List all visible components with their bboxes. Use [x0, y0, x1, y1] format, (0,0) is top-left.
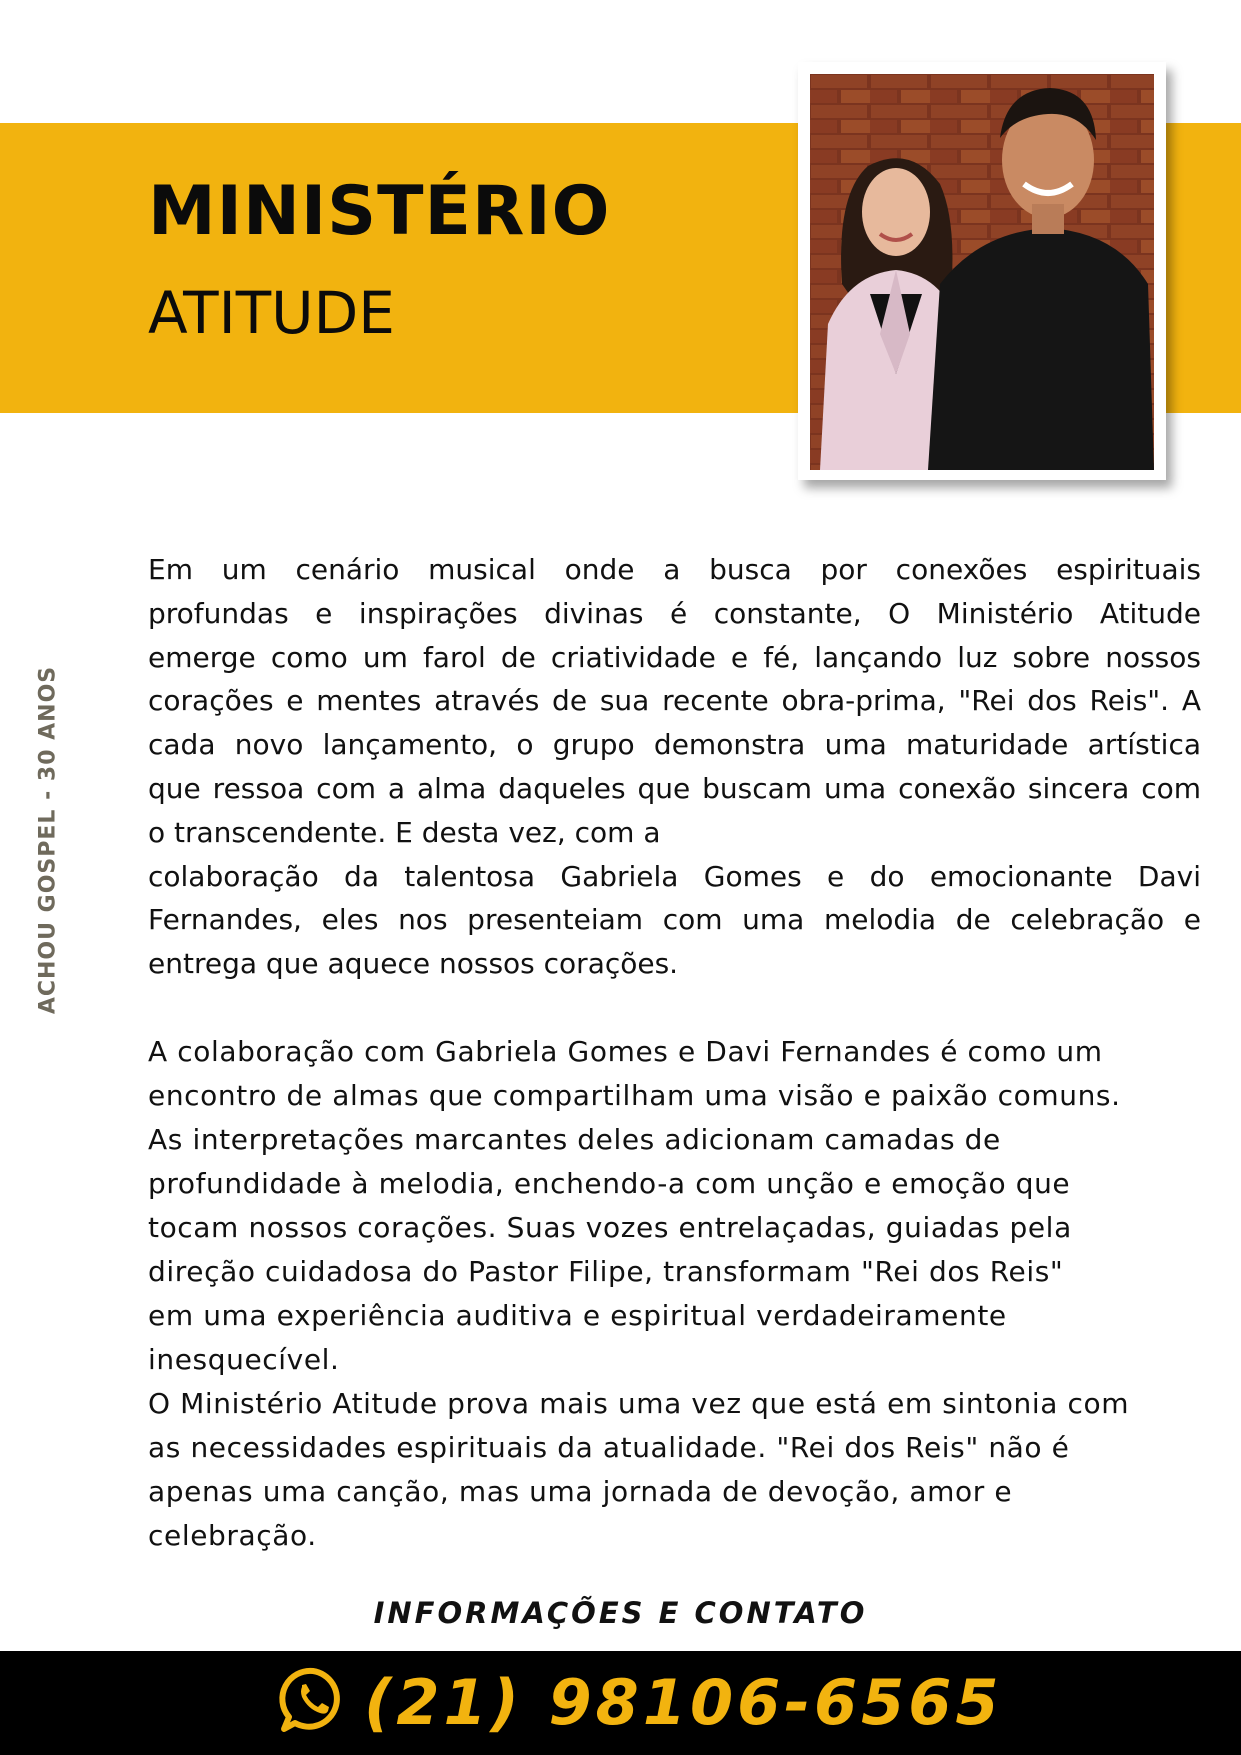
- paragraph-line: entrega que aquece nossos corações.: [148, 947, 679, 981]
- paragraph-line: direção cuidadosa do Pastor Filipe, transformam "Rei dos Reis": [148, 1255, 1064, 1288]
- paragraph-line: colaboração da talentosa Gabriela Gomes e do emocionante Davi: [148, 859, 1201, 893]
- page-title: MINISTÉRIO: [148, 172, 611, 251]
- paragraph-line: apenas uma canção, mas uma jornada de devoção, amor e: [148, 1475, 1013, 1508]
- paragraph-line: corações e mentes através de sua recente obra-prima, "Rei dos Reis". A: [148, 684, 1201, 718]
- whatsapp-icon: [278, 1665, 348, 1735]
- paragraph-line: celebração.: [148, 1519, 317, 1552]
- side-label: ACHOU GOSPEL - 30 ANOS: [35, 665, 61, 1015]
- paragraph-line: Em um cenário musical onde a busca por conexões espirituais: [148, 553, 1201, 586]
- paragraph-line: encontro de almas que compartilham uma visão e paixão comuns.: [148, 1079, 1121, 1112]
- paragraph-line: emerge como um farol de criatividade e fé, lançando luz sobre nossos: [148, 640, 1201, 674]
- paragraph-line: as necessidades espirituais da atualidade. "Rei dos Reis" não é: [148, 1431, 1070, 1464]
- paragraph-line: O Ministério Atitude prova mais uma vez que está em sintonia com: [148, 1387, 1130, 1420]
- paragraph-line: em uma experiência auditiva e espiritual verdadeiramente: [148, 1299, 1007, 1332]
- paragraph-line: que ressoa com a alma daqueles que buscam uma conexão sincera com: [148, 771, 1201, 805]
- group-photo: [810, 74, 1154, 470]
- page-subtitle: ATITUDE: [148, 279, 395, 347]
- paragraph-line: A colaboração com Gabriela Gomes e Davi Fernandes é como um: [148, 1035, 1103, 1068]
- body-paragraph-2: [148, 1030, 1208, 1558]
- body-paragraph-1: [148, 548, 1201, 986]
- paragraph-line: Fernandes, eles nos presenteiam com uma melodia de celebração e: [148, 903, 1201, 937]
- paragraph-line: profundidade à melodia, enchendo-a com unção e emoção que: [148, 1167, 1071, 1200]
- paragraph-line: inesquecível.: [148, 1343, 340, 1376]
- phone-number[interactable]: (21) 98106-6565: [364, 1666, 1003, 1739]
- paragraph-line: As interpretações marcantes deles adicionam camadas de: [148, 1123, 1001, 1156]
- contact-heading: INFORMAÇÕES E CONTATO: [373, 1596, 868, 1630]
- photo-frame: [798, 62, 1166, 480]
- paragraph-line: o transcendente. E desta vez, com a: [148, 815, 661, 849]
- paragraph-line: tocam nossos corações. Suas vozes entrelaçadas, guiadas pela: [148, 1211, 1072, 1244]
- paragraph-line: profundas e inspirações divinas é constante, O Ministério Atitude: [148, 596, 1201, 630]
- paragraph-line: cada novo lançamento, o grupo demonstra uma maturidade artística: [148, 728, 1201, 762]
